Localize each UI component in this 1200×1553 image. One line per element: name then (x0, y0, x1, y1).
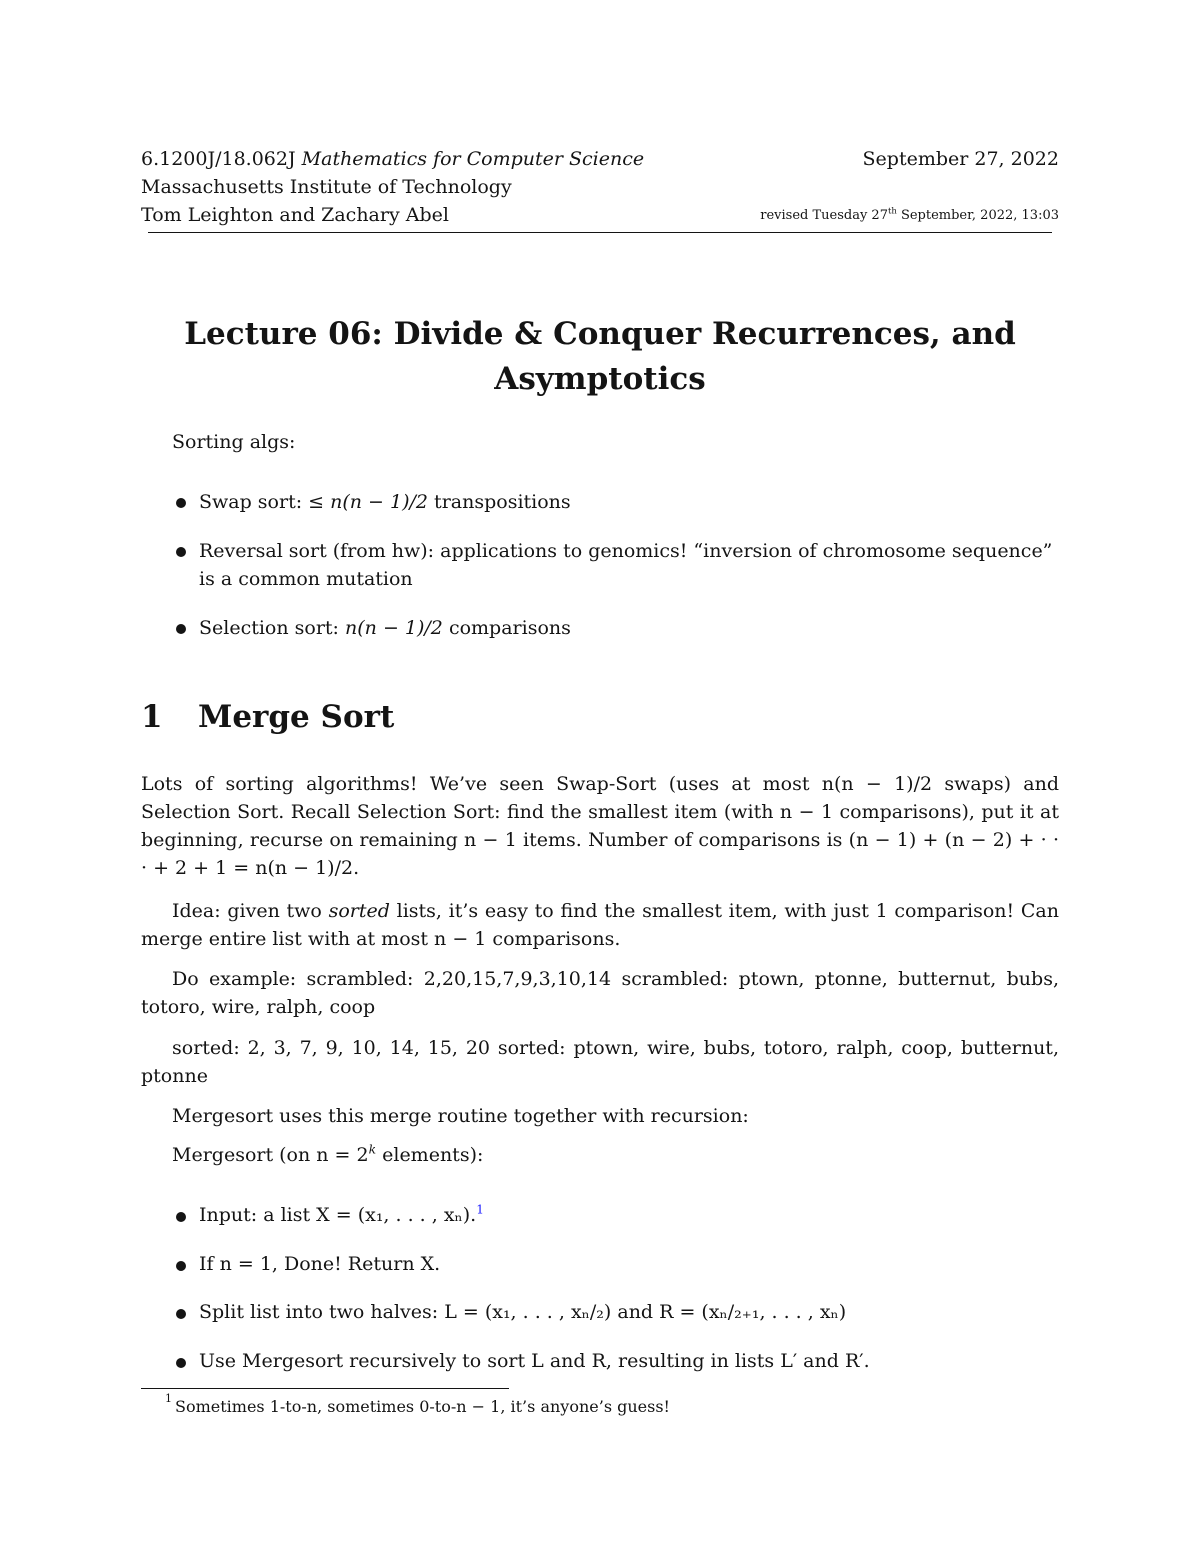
header-date: September 27, 2022 (862, 148, 1059, 170)
course-code: 6.1200J/18.062J (141, 148, 296, 170)
bullet-dot (176, 1358, 186, 1368)
institution: Massachusetts Institute of Technology (141, 176, 512, 198)
paragraph-mergesort-on: Mergesort (on $n = 2^k$ elements): (172, 1142, 484, 1166)
title-line-2: Asymptotics (494, 361, 706, 397)
header-rule (148, 232, 1052, 233)
bullet-dot (176, 498, 186, 508)
paragraph-example-scrambled: Do example: scrambled: 2,20,15,7,9,3,10,14 scrambled: ptown, ptonne, butternut, bubs, totoro, wire, ralph, coop (141, 968, 1059, 1018)
course-title: Mathematics for Computer Science (301, 148, 645, 170)
revised-note: revised Tuesday 27th September, 2022, 13:03 (760, 205, 1059, 223)
paragraph-idea: Idea: given two sorted lists, it’s easy to find the smallest item, with just 1 comparison! Can merge entire list with at most n − 1 comparisons. (141, 900, 1059, 950)
footnote-mark: 1 (165, 1392, 172, 1405)
paragraph-mergesort-uses: Mergesort uses this merge routine together with recursion: (172, 1105, 749, 1127)
bullet-reversal-sort: Reversal sort (from hw): applications to genomics! “inversion of chromosome sequence” is a common mutation (199, 540, 1053, 590)
bullet-dot (176, 1261, 186, 1271)
paragraph-lots-of-sorting: Lots of sorting algorithms! We’ve seen Swap-Sort (uses at most n(n − 1)/2 swaps) and Selection Sort. Recall Selection Sort: find the smallest item (with n − 1 comparisons), put it at beginning, recurse on remaining n − 1 items. Number of comparisons is (n − 1) + (n − 2) + · · · + 2 + 1 = n(n − 1)/2. (141, 773, 1059, 879)
footnote-rule (141, 1388, 509, 1389)
paragraph-example-sorted: sorted: 2, 3, 7, 9, 10, 14, 15, 20 sorted: ptown, wire, bubs, totoro, ralph, coop, butternut, ptonne (141, 1037, 1059, 1087)
bullet-recurse: Use Mergesort recursively to sort L and R, resulting in lists L′ and R′. (199, 1350, 870, 1372)
footnote-text: Sometimes 1-to-n, sometimes 0-to-n − 1, it’s anyone’s guess! (175, 1397, 670, 1416)
footnote-ref[interactable]: 1 (476, 1202, 484, 1217)
section-title: Merge Sort (198, 699, 395, 735)
bullet-dot (176, 624, 186, 634)
page-title (150, 312, 1050, 402)
bullet-split: Split list into two halves: L = (x₁, . . . , xₙ/₂) and R = (xₙ/₂₊₁, . . . , xₙ) (199, 1301, 847, 1323)
sorting-algs-heading: Sorting algs: (172, 431, 296, 453)
bullet-dot (176, 1309, 186, 1319)
bullet-swap-sort: Swap sort: ≤ n(n − 1)/2 transpositions (199, 491, 571, 513)
bullet-input: Input: a list X = (x₁, . . . , xₙ).$^1$ (199, 1202, 484, 1226)
bullet-dot (176, 547, 186, 557)
authors: Tom Leighton and Zachary Abel (141, 204, 449, 226)
course-line (141, 147, 644, 171)
section-number: 1 (141, 699, 163, 735)
bullet-dot (176, 1212, 186, 1222)
title-line-1: Lecture 06: Divide & Conquer Recurrences, and (184, 316, 1016, 352)
bullet-selection-sort: Selection sort: n(n − 1)/2 comparisons (199, 617, 571, 639)
bullet-base-case: If n = 1, Done! Return X. (199, 1253, 441, 1275)
